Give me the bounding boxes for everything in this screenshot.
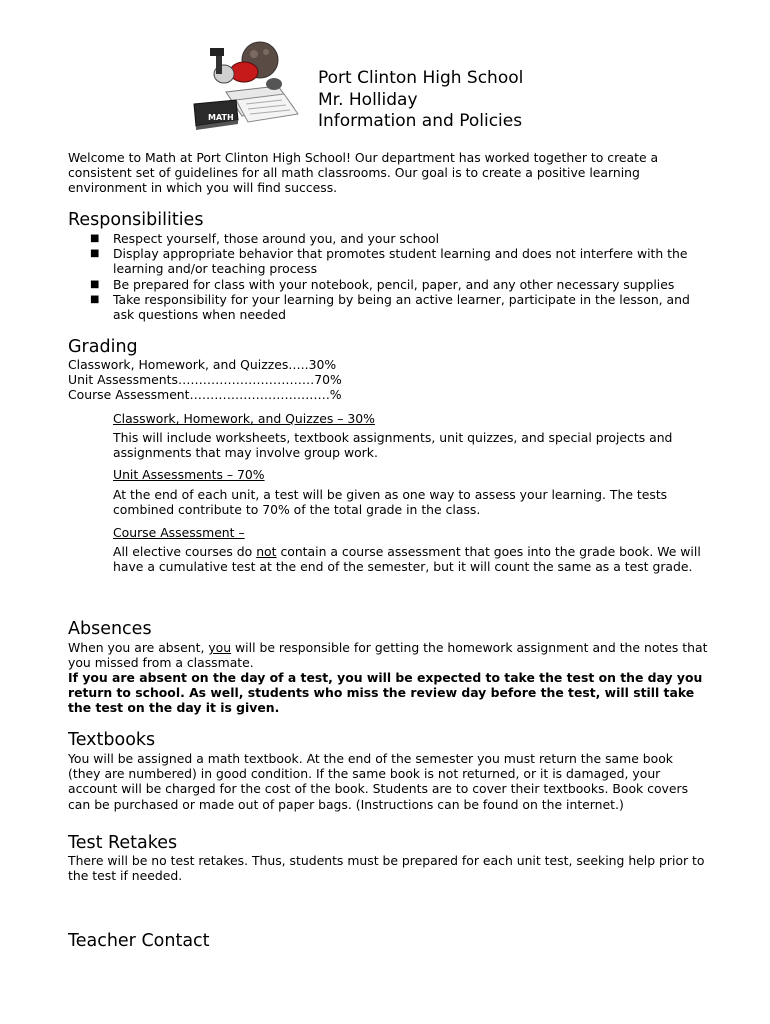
- bullet-icon: ■: [90, 278, 100, 290]
- list-item: ■ Respect yourself, those around you, and your school: [90, 231, 440, 246]
- test-retakes-body: There will be no test retakes. Thus, students must be prepared for each unit test, seeking help prior to the test if needed.: [68, 853, 705, 884]
- list-item: ■ Be prepared for class with your notebook, pencil, paper, and any other necessary supplies: [90, 276, 675, 292]
- responsibilities-heading: Responsibilities: [68, 210, 204, 230]
- bullet-icon: ■: [90, 233, 100, 244]
- math-clipart-image: [186, 34, 308, 132]
- teacher-name: Mr. Holliday: [318, 89, 418, 110]
- emphasis-not: not: [256, 544, 277, 559]
- responsibilities-list: [68, 231, 708, 322]
- teacher-contact-heading: Teacher Contact: [68, 931, 210, 951]
- unit-assessments-body: At the end of each unit, a test will be given as one way to assess your learning. The tests combined contribute to 70% of the total grade in the class.: [113, 487, 668, 518]
- school-name: Port Clinton High School: [318, 68, 524, 88]
- grading-line: Course Assessment…………………………….%: [68, 387, 342, 403]
- bullet-icon: ■: [90, 248, 100, 260]
- course-assessment-body: All elective courses do not contain a course assessment that goes into the grade book. We will have a cumulative test at the end of the semester, but it will count the same as a test grade.: [113, 544, 701, 575]
- classwork-title: Classwork, Homework, and Quizzes – 30%: [113, 411, 375, 426]
- absences-heading: Absences: [68, 619, 152, 639]
- emphasis-you: you: [208, 640, 232, 655]
- grading-line: Unit Assessments……………………………70%: [68, 372, 342, 388]
- textbooks-body: You will be assigned a math textbook. At the end of the semester you must return the same book (they are numbered) in good condition. If the same book is not returned, or it is damaged, your account will be charged for the cost of the book. Students are to cover their textbooks. Book covers can be purchased or made out of paper bags. (Instructions can be found on the internet.): [68, 751, 689, 812]
- unit-assessments-title: Unit Assessments – 70%: [113, 467, 265, 482]
- absences-test-policy: If you are absent on the day of a test, you will be expected to take the test on the day you return to school. As well, students who miss the review day before the test, will still take the test on the day it is given.: [68, 670, 703, 716]
- grading-heading: Grading: [68, 337, 138, 357]
- list-item: ■ Take responsibility for your learning by being an active learner, participate in the lesson, and ask questions when needed: [90, 291, 690, 323]
- document-subtitle: Information and Policies: [318, 111, 523, 131]
- intro-paragraph: Welcome to Math at Port Clinton High School! Our department has worked together to create a consistent set of guidelines for all math classrooms. Our goal is to create a positive learning environment in which you will find success.: [68, 150, 659, 196]
- classwork-body: This will include worksheets, textbook assignments, unit quizzes, and special projects and assignments that may involve group work.: [113, 430, 673, 461]
- bullet-icon: ■: [90, 293, 100, 305]
- course-assessment-title: Course Assessment –: [113, 525, 245, 540]
- grading-breakdown: [68, 357, 342, 403]
- test-retakes-heading: Test Retakes: [68, 833, 178, 853]
- list-item: ■ Display appropriate behavior that promotes student learning and does not interfere with the learning and/or teaching process: [90, 246, 688, 277]
- absences-body: When you are absent, you will be responsible for getting the homework assignment and the notes that you missed from a classmate.: [68, 640, 708, 671]
- textbooks-heading: Textbooks: [68, 730, 156, 750]
- grading-line: Classwork, Homework, and Quizzes…..30%: [68, 357, 337, 372]
- document-header: [318, 68, 523, 133]
- svg-text:MATH: MATH: [208, 113, 234, 122]
